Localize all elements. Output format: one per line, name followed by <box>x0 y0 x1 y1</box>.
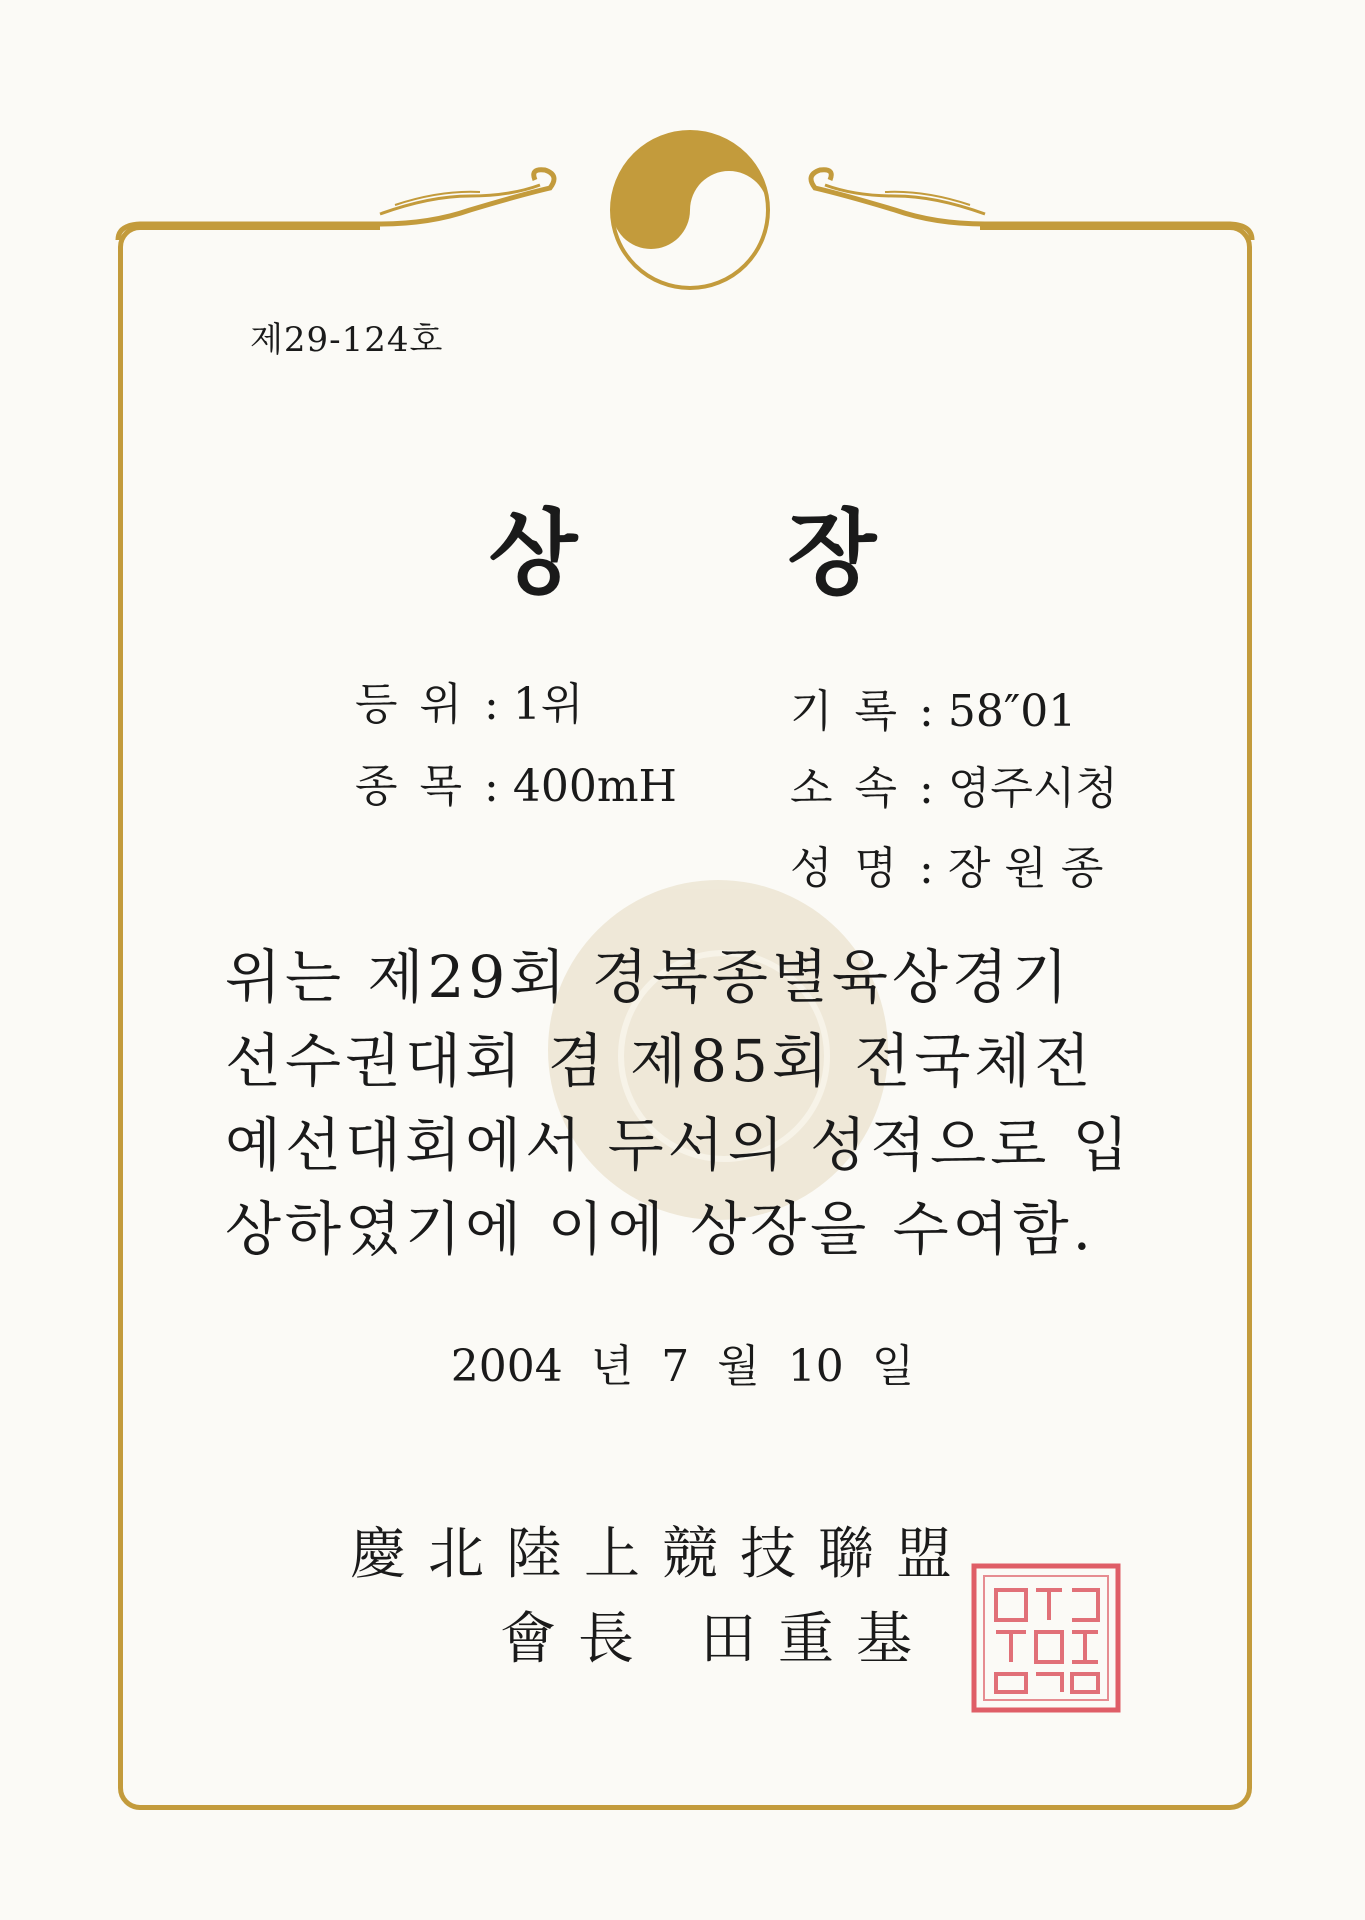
field-name: 성명: 장 원 종 <box>790 832 1103 896</box>
issuer-title: 會長 <box>500 1607 656 1672</box>
issuer-name: 田重基 <box>700 1607 934 1672</box>
field-event: 종목: 400mH <box>355 750 677 814</box>
top-ornament-icon <box>0 0 1365 330</box>
issue-date: 2004 년 7 월 10 일 <box>450 1341 915 1392</box>
field-event-value: 400mH <box>512 761 677 812</box>
body-line-3: 예선대회에서 두서의 성적으로 입 <box>225 1111 1133 1179</box>
field-event-label: 종목 <box>355 761 485 812</box>
body-line-2: 선수권대회 겸 제85회 전국체전 <box>225 1027 1095 1095</box>
field-rank-value: 1위 <box>512 679 584 730</box>
certificate-number: 제29-124호 <box>250 320 444 360</box>
field-affiliation: 소속: 영주시청 <box>790 752 1118 816</box>
official-seal-stamp <box>968 1560 1124 1716</box>
title-char-2: 장 <box>787 499 877 607</box>
certificate-body <box>225 935 1155 1271</box>
field-affiliation-value: 영주시청 <box>947 763 1118 814</box>
field-name-label: 성명 <box>790 843 920 894</box>
issuer-signature-line <box>500 1595 934 1675</box>
issuer-organization: 慶北陸上競技聯盟 <box>350 1522 974 1587</box>
field-rank: 등위: 1위 <box>355 668 583 732</box>
title-char-1: 상 <box>488 499 578 607</box>
field-record: 기록: 58″01 <box>790 675 1076 739</box>
field-rank-label: 등위 <box>355 679 485 730</box>
field-name-value: 장 원 종 <box>947 843 1104 894</box>
field-affiliation-label: 소속 <box>790 763 920 814</box>
field-record-label: 기록 <box>790 686 920 737</box>
body-line-1: 위는 제29회 경북종별육상경기 <box>225 943 1073 1011</box>
page-title <box>0 480 1365 612</box>
body-line-4: 상하였기에 이에 상장을 수여함. <box>225 1195 1096 1263</box>
taegeuk-emblem-icon <box>612 132 768 288</box>
field-record-value: 58″01 <box>947 686 1077 737</box>
